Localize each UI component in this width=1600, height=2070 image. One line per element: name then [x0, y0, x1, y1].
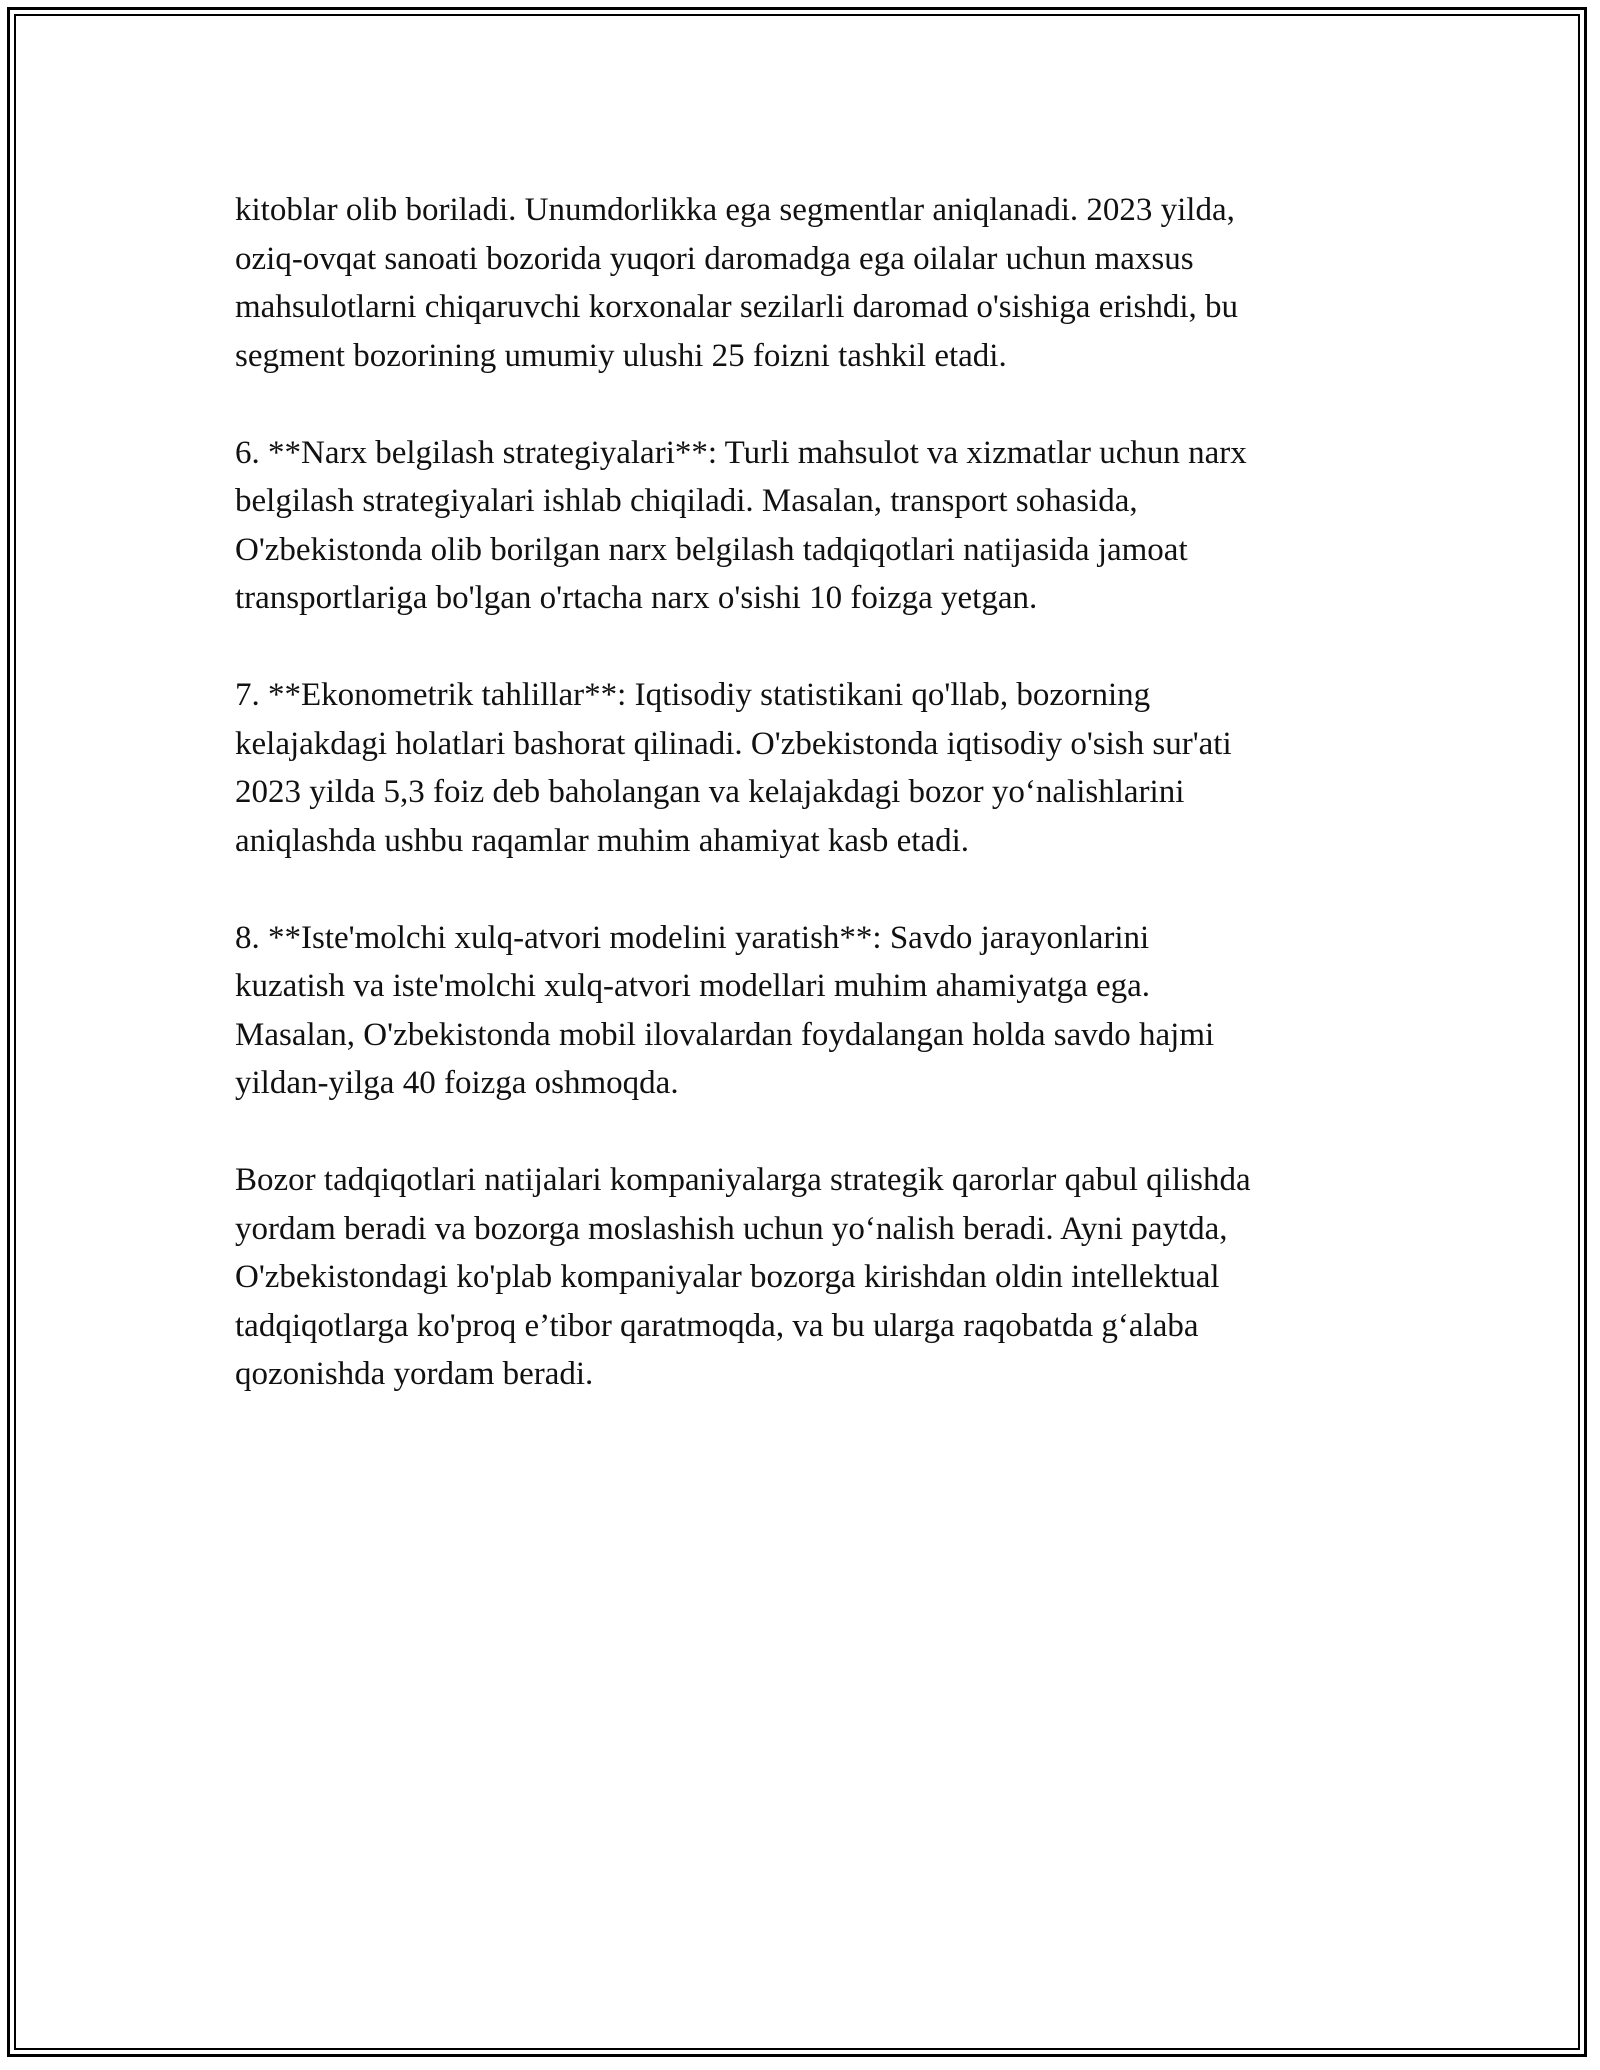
paragraph-pricing-strategies: 6. **Narx belgilash strategiyalari**: Turli mahsulot va xizmatlar uchun narx belgilash strategiyalari ishlab chiqiladi. Masalan, transport sohasida, O'zbekistonda olib borilgan narx belgilash tadqiqotlari natijasida jamoat transportlariga bo'lgan o'rtacha narx o'sishi 10 foizga yetgan. [235, 434, 1247, 616]
paragraph-econometric-analysis: 7. **Ekonometrik tahlillar**: Iqtisodiy statistikani qo'llab, bozorning kelajakdagi holatlari bashorat qilinadi. O'zbekistonda iqtisodiy o'sish sur'ati 2023 yilda 5,3 foiz deb baholangan va kelajakdagi bozor yo‘nalishlarini aniqlashda ushbu raqamlar muhim ahamiyat kasb etadi. [235, 677, 1232, 859]
paragraph-continuation: kitoblar olib boriladi. Unumdorlikka ega segmentlar aniqlanadi. 2023 yilda, oziq-ovqat sanoati bozorida yuqori daromadga ega oilalar uchun maxsus mahsulotlarni chiqaruvchi korxonalar sezilarli daromad o'sishiga erishdi, bu segment bozorining umumiy ulushi 25 foizni tashkil etadi. [235, 192, 1239, 374]
paragraph-conclusion: Bozor tadqiqotlari natijalari kompaniyalarga strategik qarorlar qabul qilishda yordam beradi va bozorga moslashish uchun yo‘nalish beradi. Ayni paytda, O'zbekistondagi ko'plab kompaniyalar bozorga kirishdan oldin intellektual tadqiqotlarga ko'proq e’tibor qaratmoqda, va bu ularga raqobatda g‘alaba qozonishda yordam beradi. [235, 1162, 1251, 1392]
document-body [235, 186, 1385, 1447]
paragraph-consumer-behavior: 8. **Iste'molchi xulq-atvori modelini yaratish**: Savdo jarayonlarini kuzatish va iste'molchi xulq-atvori modellari muhim ahamiyatga ega. Masalan, O'zbekistonda mobil ilovalardan foydalangan holda savdo hajmi yildan-yilga 40 foizga oshmoqda. [235, 919, 1215, 1101]
